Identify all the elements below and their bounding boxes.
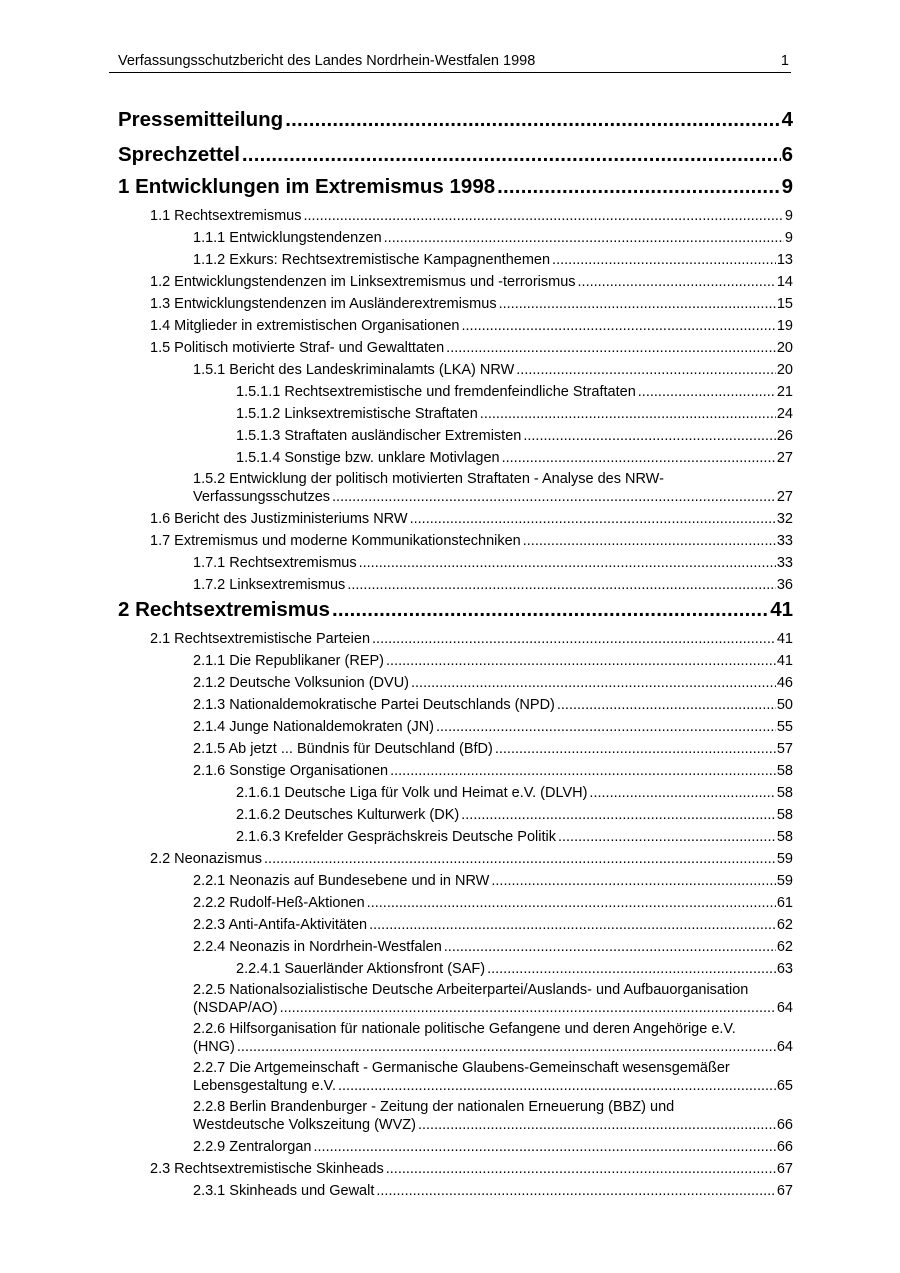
- toc-entry[interactable]: 1.1.1 Entwicklungstendenzen ..... 9: [193, 228, 793, 248]
- toc-entry[interactable]: 2.3.1 Skinheads und Gewalt ..... 67: [193, 1181, 793, 1201]
- toc-entry[interactable]: 2 Rechtsextremismus ..... 41: [118, 597, 793, 623]
- toc-entry[interactable]: 1.5.2 Entwicklung der politisch motivierten Straftaten - Analyse des NRW- Verfassungsschutzes ..... 27: [193, 470, 793, 506]
- toc-entry[interactable]: 1.4 Mitglieder in extremistischen Organisationen ..... 19: [150, 316, 793, 336]
- toc-entry[interactable]: 2.1.6 Sonstige Organisationen ..... 58: [193, 761, 793, 781]
- toc-entry[interactable]: Sprechzettel ..... 6: [118, 142, 793, 168]
- toc-entry[interactable]: 1.5.1.1 Rechtsextremistische und fremdenfeindliche Straftaten ..... 21: [236, 382, 793, 402]
- toc-entry[interactable]: 2.2.8 Berlin Brandenburger - Zeitung der nationalen Erneuerung (BBZ) und Westdeutsche Volkszeitung (WVZ) ..... 66: [193, 1098, 793, 1134]
- toc-entry[interactable]: 2.1.6.3 Krefelder Gesprächskreis Deutsche Politik ..... 58: [236, 827, 793, 847]
- toc-entry[interactable]: 2.1.2 Deutsche Volksunion (DVU) ..... 46: [193, 673, 793, 693]
- toc-entry[interactable]: 1.5.1.2 Linksextremistische Straftaten ..... 24: [236, 404, 793, 424]
- toc-entry[interactable]: 2.1.5 Ab jetzt ... Bündnis für Deutschland (BfD) ..... 57: [193, 739, 793, 759]
- toc-entry[interactable]: 1.1.2 Exkurs: Rechtsextremistische Kampagnenthemen ..... 13: [193, 250, 793, 270]
- toc-entry[interactable]: 2.1.4 Junge Nationaldemokraten (JN) ..... 55: [193, 717, 793, 737]
- toc-entry[interactable]: 2.1 Rechtsextremistische Parteien ..... 41: [150, 629, 793, 649]
- toc-entry[interactable]: 1.7.2 Linksextremismus ..... 36: [193, 575, 793, 595]
- toc-entry[interactable]: 2.2.1 Neonazis auf Bundesebene und in NRW ..... 59: [193, 871, 793, 891]
- toc-entry[interactable]: 1.5.1.4 Sonstige bzw. unklare Motivlagen ..... 27: [236, 448, 793, 468]
- toc-entry[interactable]: 2.2.5 Nationalsozialistische Deutsche Arbeiterpartei/Auslands- und Aufbauorganisation (NSDAP/AO) ..... 64: [193, 981, 793, 1017]
- page-number: 1: [780, 53, 789, 69]
- toc-entry[interactable]: 2.2 Neonazismus ..... 59: [150, 849, 793, 869]
- document-title: Verfassungsschutzbericht des Landes Nordrhein-Westfalen 1998: [118, 53, 536, 69]
- toc-entry[interactable]: 2.1.6.1 Deutsche Liga für Volk und Heimat e.V. (DLVH) ..... 58: [236, 783, 793, 803]
- toc-entry[interactable]: 2.1.1 Die Republikaner (REP) ..... 41: [193, 651, 793, 671]
- toc-entry[interactable]: 2.2.7 Die Artgemeinschaft - Germanische Glaubens-Gemeinschaft wesensgemäßer Lebensgestaltung e.V. ..... 65: [193, 1059, 793, 1095]
- toc-entry[interactable]: 2.1.6.2 Deutsches Kulturwerk (DK) ..... 58: [236, 805, 793, 825]
- toc-entry[interactable]: 2.2.4.1 Sauerländer Aktionsfront (SAF) ..... 63: [236, 959, 793, 979]
- toc-entry[interactable]: 2.2.4 Neonazis in Nordrhein-Westfalen ..... 62: [193, 937, 793, 957]
- toc-entry[interactable]: Pressemitteilung ..... 4: [118, 107, 793, 133]
- toc-entry[interactable]: 2.1.3 Nationaldemokratische Partei Deutschlands (NPD) ..... 50: [193, 695, 793, 715]
- toc-entry[interactable]: 1.6 Bericht des Justizministeriums NRW ..... 32: [150, 509, 793, 529]
- toc-entry[interactable]: 1.5.1 Bericht des Landeskriminalamts (LKA) NRW ..... 20: [193, 360, 793, 380]
- page-header: [109, 53, 791, 73]
- toc-entry[interactable]: 2.2.9 Zentralorgan ..... 66: [193, 1137, 793, 1157]
- toc-entry[interactable]: 1.5.1.3 Straftaten ausländischer Extremisten ..... 26: [236, 426, 793, 446]
- toc-entry[interactable]: 2.2.2 Rudolf-Heß-Aktionen ..... 61: [193, 893, 793, 913]
- toc-entry[interactable]: 2.3 Rechtsextremistische Skinheads ..... 67: [150, 1159, 793, 1179]
- toc-entry[interactable]: 1.3 Entwicklungstendenzen im Ausländerextremismus ..... 15: [150, 294, 793, 314]
- toc-entry[interactable]: 1 Entwicklungen im Extremismus 1998 ..... 9: [118, 174, 793, 200]
- toc-entry[interactable]: 1.7 Extremismus und moderne Kommunikationstechniken ..... 33: [150, 531, 793, 551]
- toc-entry[interactable]: 2.2.6 Hilfsorganisation für nationale politische Gefangene und deren Angehörige e.V. (HNG) ..... 64: [193, 1020, 793, 1056]
- toc-entry[interactable]: 1.7.1 Rechtsextremismus ..... 33: [193, 553, 793, 573]
- toc-entry[interactable]: 1.1 Rechtsextremismus ..... 9: [150, 206, 793, 226]
- toc-entry[interactable]: 2.2.3 Anti-Antifa-Aktivitäten ..... 62: [193, 915, 793, 935]
- toc-entry[interactable]: 1.5 Politisch motivierte Straf- und Gewalttaten ..... 20: [150, 338, 793, 358]
- toc-entry[interactable]: 1.2 Entwicklungstendenzen im Linksextremismus und -terrorismus ..... 14: [150, 272, 793, 292]
